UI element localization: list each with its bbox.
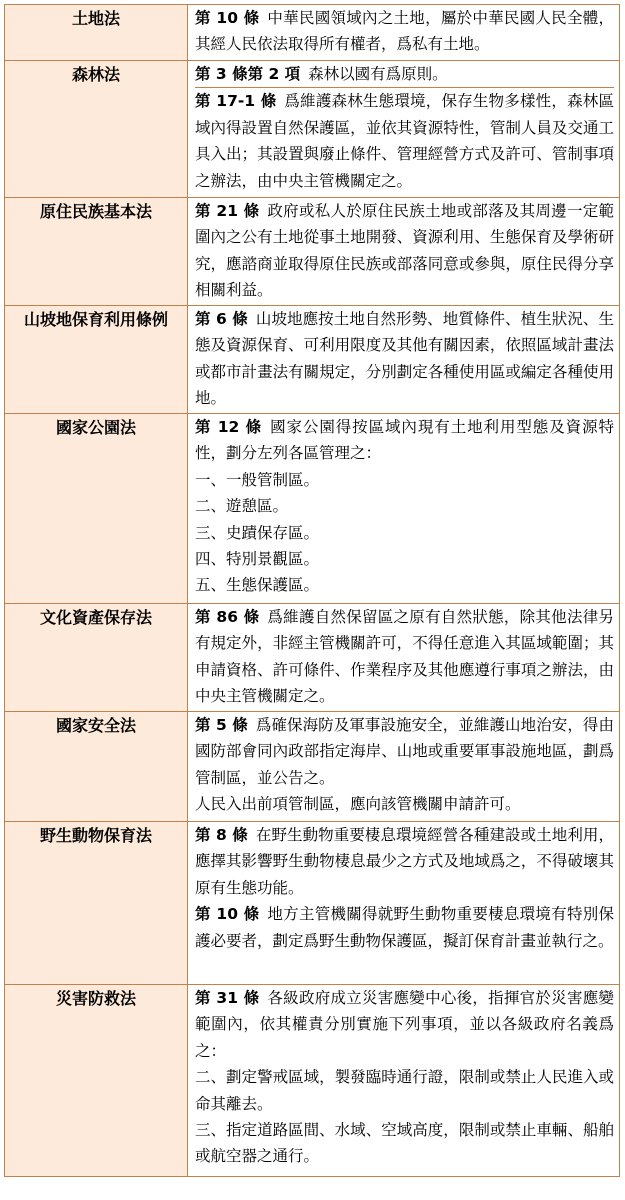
article-number: 第 21 條: [195, 202, 260, 220]
table-row: [5, 5, 620, 61]
law-content: [188, 61, 620, 198]
table-row: [5, 985, 620, 1177]
law-name: 災害防救法: [5, 985, 188, 1177]
law-content: [188, 604, 620, 712]
law-name: 國家公園法: [5, 414, 188, 604]
article-text: 爲確保海防及軍事設施安全，並維護山地治安，得由國防部會同內政部指定海岸、山地或重要軍事設施地區，劃爲管制區，並公告之。: [195, 716, 614, 787]
article-number: 第 3 條第 2 項: [195, 65, 301, 83]
article: [195, 901, 614, 954]
law-table: [4, 4, 620, 1177]
article-number: 第 8 條: [195, 826, 248, 844]
table-row: [5, 306, 620, 414]
article-number: 第 12 條: [195, 418, 263, 436]
table-row: [5, 414, 620, 604]
article-text: 各級政府成立災害應變中心後，指揮官於災害應變範圍內，依其權責分別實施下列事項，並以各級政府名義爲之：: [195, 989, 614, 1060]
table-row: [5, 61, 620, 198]
article-number: 第 5 條: [195, 716, 248, 734]
article-text: 爲維護自然保留區之原有自然狀態，除其他法律另有規定外，非經主管機關許可，不得任意進入其區域範圍；其申請資格、許可條件、作業程序及其他應遵行事項之辦法，由中央主管機關定之。: [195, 608, 614, 706]
law-name: 野生動物保育法: [5, 822, 188, 985]
article-number: 第 10 條: [195, 905, 260, 924]
article: [195, 87, 614, 194]
article-number: 第 86 條: [195, 608, 260, 626]
law-content: [188, 5, 620, 61]
list-item: 四、特別景觀區。: [195, 550, 320, 569]
law-content: [188, 306, 620, 414]
article-text: 森林以國有爲原則。: [308, 65, 448, 83]
law-name: 森林法: [5, 61, 188, 198]
list-item: 二、劃定警戒區域，製發臨時通行證，限制或禁止人民進入或命其離去。: [195, 1068, 614, 1113]
article-number: 第 6 條: [195, 310, 248, 328]
article: [195, 198, 614, 304]
article: [195, 604, 614, 710]
law-name: 山坡地保育利用條例: [5, 306, 188, 414]
list-item: 一、一般管制區。: [195, 470, 320, 489]
list-item: 三、指定道路區間、水域、空域高度，限制或禁止車輛、船舶或航空器之通行。: [195, 1121, 614, 1166]
article: [195, 712, 614, 818]
article: [195, 822, 614, 901]
table-row: [5, 604, 620, 712]
article-text: 爲維護森林生態環境，保存生物多樣性，森林區域內得設置自然保護區，並依其資源特性，管制人員及交通工具入出；其設置與廢止條件、管理經營方式及許可、管制事項之辦法，由中央主管機關定之。: [195, 92, 614, 190]
law-name: 文化資產保存法: [5, 604, 188, 712]
article-number: 第 10 條: [195, 9, 260, 27]
article-text: 地方主管機關得就野生動物重要棲息環境有特別保護必要者，劃定爲野生動物保護區，擬訂保育計畫並執行之。: [195, 905, 614, 950]
law-name: 國家安全法: [5, 712, 188, 822]
article-text: 中華民國領域內之土地，屬於中華民國人民全體，其經人民依法取得所有權者，爲私有土地。: [195, 9, 614, 54]
list-item: 三、史蹟保存區。: [195, 523, 320, 542]
article-number: 第 31 條: [195, 989, 260, 1007]
list-item: 二、遊憩區。: [195, 497, 289, 516]
article: [195, 306, 614, 412]
law-name: 土地法: [5, 5, 188, 61]
article: [195, 5, 614, 58]
law-content: [188, 985, 620, 1177]
table-row: [5, 822, 620, 985]
article-text: 政府或私人於原住民族土地或部落及其周邊一定範圍內之公有土地從事土地開發、資源利用、生態保育及學術研究，應諮商並取得原住民族或部落同意或參與，原住民得分享相關利益。: [195, 202, 614, 300]
table-row: [5, 712, 620, 822]
law-content: [188, 414, 620, 604]
article-text: 在野生動物重要棲息環境經營各種建設或土地利用，應擇其影響野生動物棲息最少之方式及地域爲之，不得破壞其原有生態功能。: [195, 826, 614, 897]
article: [195, 61, 614, 87]
article-text: 國家公園得按區域內現有土地利用型態及資源特性，劃分左列各區管理之：: [195, 418, 614, 463]
list-item: 人民入出前項管制區，應向該管機關申請許可。: [195, 795, 521, 814]
table-row: [5, 198, 620, 306]
article-text: 山坡地應按土地自然形勢、地質條件、植生狀況、生態及資源保育、可利用限度及其他有關因素，依照區域計畫法或都市計畫法有關規定，分別劃定各種使用區或編定各種使用地。: [195, 310, 614, 408]
list-item: 五、生態保護區。: [195, 576, 320, 595]
article: [195, 414, 614, 599]
law-content: [188, 822, 620, 985]
article: [195, 985, 614, 1170]
law-content: [188, 712, 620, 822]
law-content: [188, 198, 620, 306]
article-number: 第 17-1 條: [195, 92, 277, 111]
law-name: 原住民族基本法: [5, 198, 188, 306]
